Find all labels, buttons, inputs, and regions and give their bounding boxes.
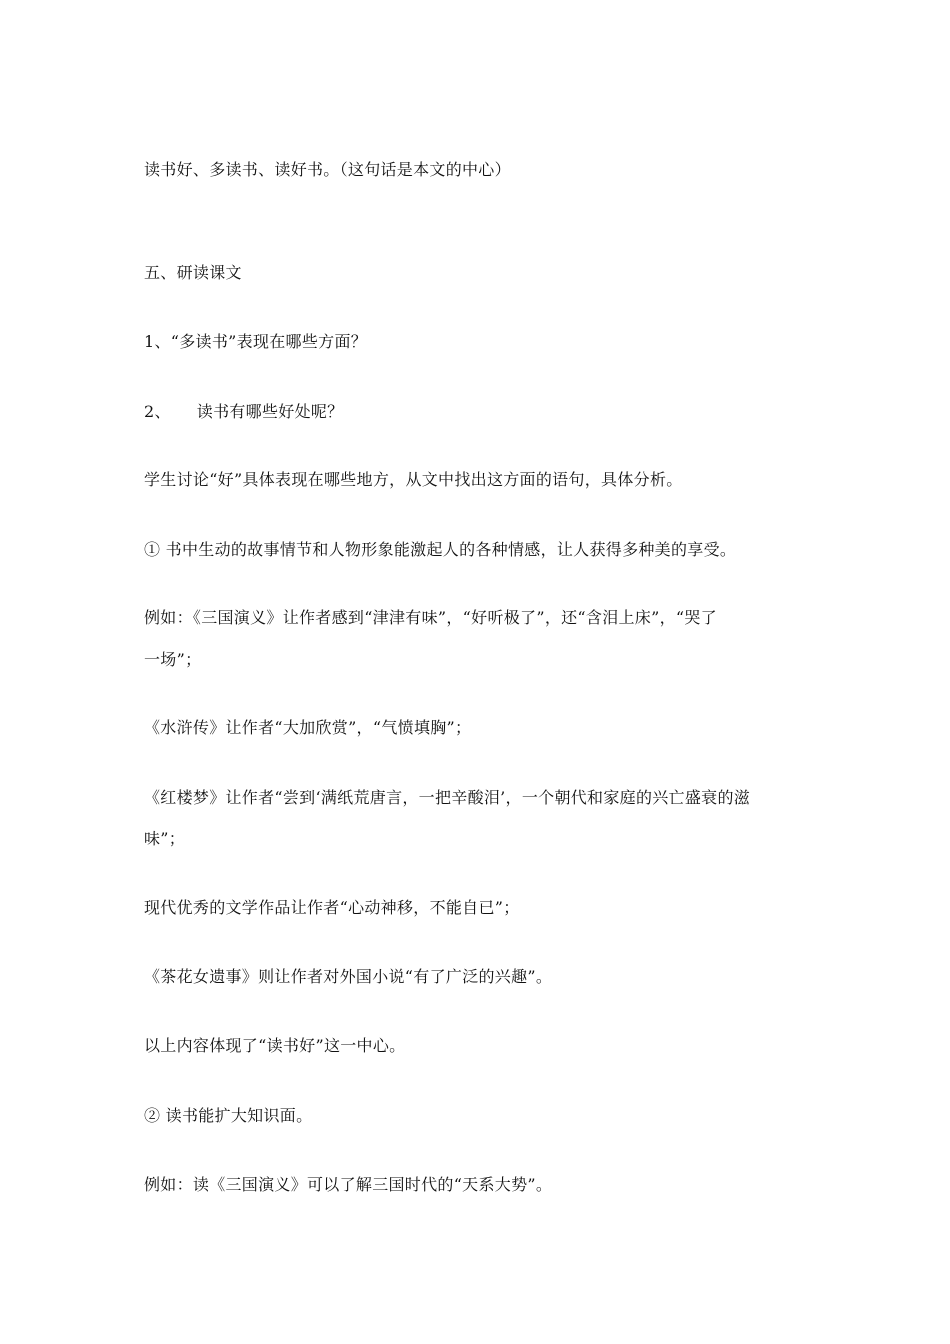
example-6: 例如：读《三国演义》可以了解三国时代的“天系大势”。	[144, 1175, 553, 1194]
example-5: 《茶花女遗事》则让作者对外国小说“有了广泛的兴趣”。	[144, 967, 553, 986]
example-4: 现代优秀的文学作品让作者“心动神移，不能自已”；	[144, 898, 520, 917]
discussion-prompt: 学生讨论“好”具体表现在哪些地方，从文中找出这方面的语句，具体分析。	[144, 470, 683, 489]
question-2	[144, 402, 816, 422]
example-1-line-1: 例如：《三国演义》让作者感到“津津有味”，“好听极了”，还“含泪上床”，“哭了	[144, 608, 717, 627]
point-2: ② 读书能扩大知识面。	[144, 1106, 313, 1125]
section-heading: 五、研读课文	[144, 263, 242, 282]
example-3-line-2: 味”；	[144, 829, 186, 848]
question-2-number: 2、	[144, 402, 171, 421]
question-1: 1、“多读书”表现在哪些方面？	[144, 332, 368, 351]
center-sentence: 读书好、多读书、读好书。（这句话是本文的中心）	[144, 160, 511, 179]
question-2-text: 读书有哪些好处呢？	[196, 402, 344, 421]
example-3-line-1: 《红楼梦》让作者“尝到‘满纸荒唐言，一把辛酸泪’，一个朝代和家庭的兴亡盛衰的滋	[144, 788, 751, 807]
example-1-line-2: 一场”；	[144, 650, 202, 669]
example-2: 《水浒传》让作者“大加欣赏”，“气愤填胸”；	[144, 718, 472, 737]
point-1: ① 书中生动的故事情节和人物形象能激起人的各种情感，让人获得多种美的享受。	[144, 540, 737, 559]
summary: 以上内容体现了“读书好”这一中心。	[144, 1036, 406, 1055]
